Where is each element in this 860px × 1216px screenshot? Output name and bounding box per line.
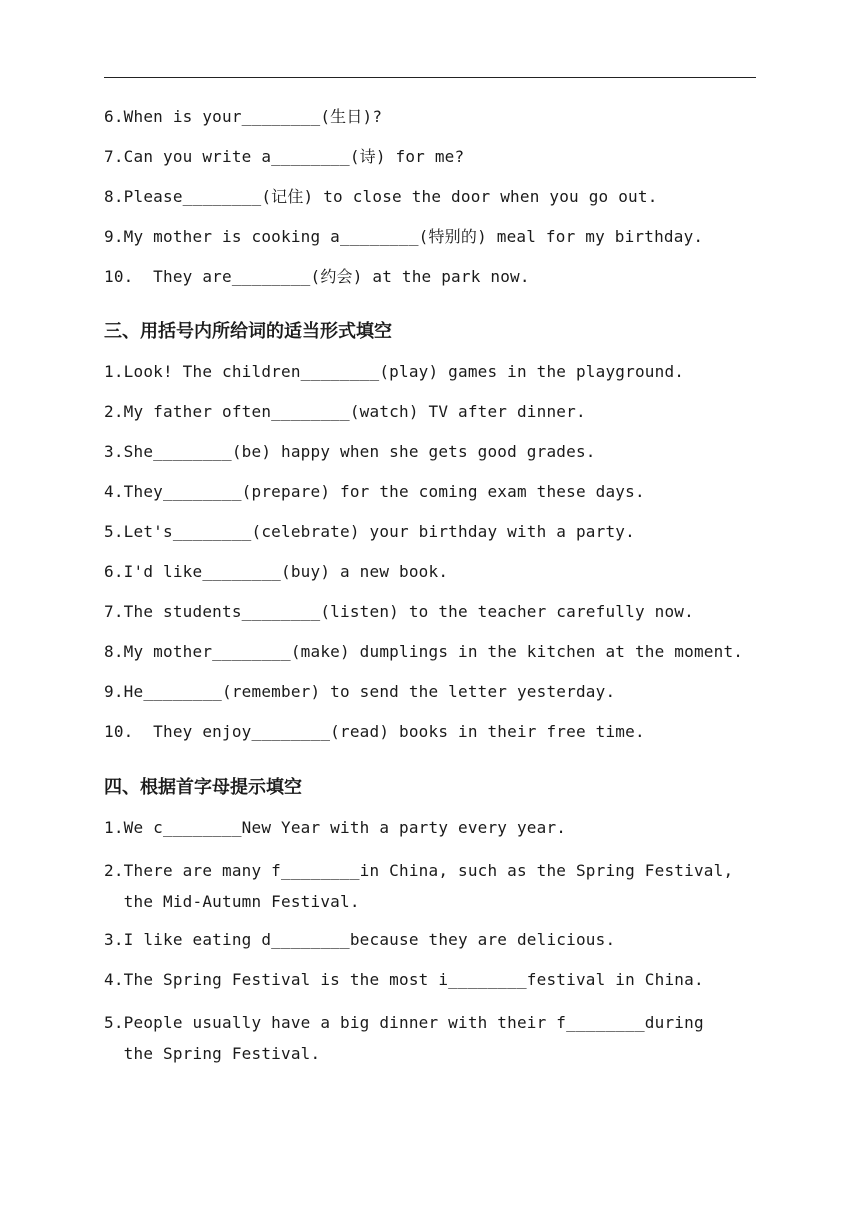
exercise-item: 7.Can you write a________(诗) for me? — [104, 147, 465, 166]
exercise-item: 8.Please________(记住) to close the door when you go out. — [104, 187, 658, 206]
exercise-item: 6.When is your________(生日)? — [104, 107, 383, 126]
exercise-item: 6.I'd like________(buy) a new book. — [104, 562, 449, 581]
worksheet-content — [104, 104, 764, 1079]
exercise-item: 9.My mother is cooking a________(特别的) meal for my birthday. — [104, 227, 704, 246]
exercise-item: 10. They enjoy________(read) books in their free time. — [104, 722, 645, 741]
exercise-item: 2.There are many f________in China, such as the Spring Festival, the Mid-Autumn Festival. — [104, 861, 734, 911]
exercise-item: 4.They________(prepare) for the coming exam these days. — [104, 482, 645, 501]
exercise-item: 8.My mother________(make) dumplings in the kitchen at the moment. — [104, 642, 744, 661]
exercise-item: 10. They are________(约会) at the park now. — [104, 267, 530, 286]
exercise-item: 2.My father often________(watch) TV after dinner. — [104, 402, 586, 421]
exercise-item: 3.She________(be) happy when she gets good grades. — [104, 442, 596, 461]
exercise-item: 5.People usually have a big dinner with their f________during the Spring Festival. — [104, 1013, 704, 1063]
exercise-item: 1.Look! The children________(play) games in the playground. — [104, 362, 685, 381]
exercise-item: 9.He________(remember) to send the letter yesterday. — [104, 682, 616, 701]
section-heading: 三、用括号内所给词的适当形式填空 — [104, 321, 392, 342]
exercise-item: 1.We c________New Year with a party every year. — [104, 818, 567, 837]
exercise-item: 3.I like eating d________because they are delicious. — [104, 930, 616, 949]
exercise-item: 4.The Spring Festival is the most i________festival in China. — [104, 970, 704, 989]
exercise-item: 7.The students________(listen) to the teacher carefully now. — [104, 602, 694, 621]
exercise-item: 5.Let's________(celebrate) your birthday with a party. — [104, 522, 635, 541]
section-heading: 四、根据首字母提示填空 — [104, 777, 302, 798]
header-rule — [104, 77, 756, 78]
